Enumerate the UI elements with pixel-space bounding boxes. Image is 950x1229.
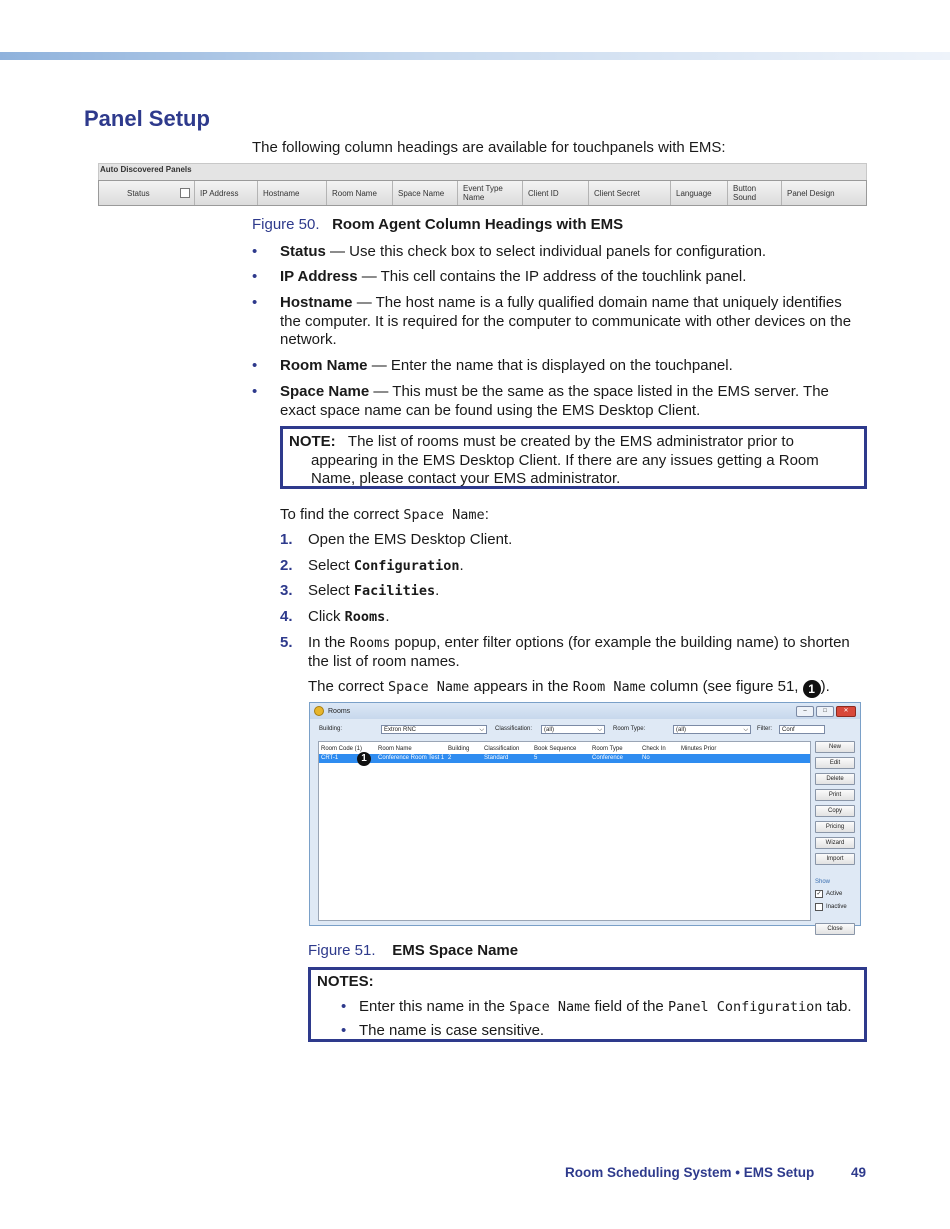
note-label: NOTE: [289,433,336,450]
page-title: Panel Setup [84,106,210,131]
step-4: 4. Click Rooms. [280,608,390,625]
callout-1-icon: 1 [803,680,821,698]
column-space-name: Space Name [393,181,458,205]
bullet-room-name: • Room Name — Enter the name that is displayed on the touchpanel. [252,357,733,374]
bullet-status: • Status — Use this check box to select individual panels for configuration. [252,243,767,260]
note-box [280,426,867,489]
notes-box [308,967,867,1042]
page-number: 49 [851,1165,867,1180]
maximize-icon[interactable]: □ [816,706,834,717]
bullet-ip-address: • IP Address — This cell contains the IP address of the touchlink panel. [252,268,747,285]
notes-item: • The name is case sensitive. [341,1022,545,1039]
app-icon [314,706,324,716]
wizard-button[interactable]: Wizard [815,837,855,849]
find-intro: To find the correct Space Name: [280,506,489,523]
delete-button[interactable]: Delete [815,773,855,785]
step-5: 5. In the Rooms popup, enter filter options (for example the building name) to shorten the list of room names. [280,634,850,670]
rooms-window-screenshot [309,702,861,932]
column-status: Status [99,181,195,205]
bullet-space-name: • Space Name — This must be the same as the space listed in the EMS server. The exact space name can be found using the EMS Desktop Client. [252,383,829,419]
step-3: 3. Select Facilities. [280,582,440,599]
edit-button[interactable]: Edit [815,757,855,769]
column-button-sound: Button Sound [728,181,782,205]
close-window-icon[interactable]: ✕ [836,706,856,717]
column-client-id: Client ID [523,181,589,205]
column-event-type-name: Event Type Name [458,181,523,205]
column-client-secret: Client Secret [589,181,671,205]
column-panel-design: Panel Design [787,188,835,198]
rooms-side-buttons [815,741,855,939]
inactive-checkbox[interactable]: Inactive [815,903,855,911]
figure-51-caption: Figure 51. EMS Space Name [308,942,519,959]
building-select[interactable]: Extron RNC ⌵ [381,725,487,734]
copy-button[interactable]: Copy [815,805,855,817]
column-hostname: Hostname [258,181,327,205]
footer-title: Room Scheduling System • EMS Setup [565,1165,815,1180]
table-row[interactable]: CRT-1 Conference Room Test 1 2 Standard 5 Conference Room No [319,754,810,763]
show-label: Show [815,879,831,885]
active-checkbox[interactable]: ✓ Active [816,891,843,897]
filter-input[interactable]: Conf [779,725,825,734]
figure-50-caption: Figure 50. Room Agent Column Headings with EMS [252,216,624,233]
step-2: 2. Select Configuration. [280,557,464,574]
rooms-grid-header: Room Code (1) Room Name Building Classification Book Sequence Room Type Check In Minutes Prior [321,746,717,752]
rooms-filters: Building: Extron RNC ⌵ Classification: (all) ⌵ Room Type: (all) ⌵ Filter: Conf [319,723,854,735]
header-gradient-bar [0,52,950,60]
notes-label: NOTES: [317,973,374,990]
bullet-hostname: • Hostname — The host name is a fully qualified domain name that uniquely identifies the computer. It is required for the computer to communicate with other devices on the network. [252,294,852,348]
table-caption: Auto Discovered Panels [98,163,867,180]
status-checkbox[interactable] [180,188,190,198]
notes-item: • Enter this name in the Space Name field of the Panel Configuration tab. [341,997,852,1015]
classification-select[interactable]: (all) ⌵ [541,725,605,734]
correct-space-name-line: The correct Space Name appears in the Room Name column (see figure 51, 1 ). [308,678,830,696]
intro-text: The following column headings are available for touchpanels with EMS: [252,139,726,156]
column-ip-address: IP Address [195,181,258,205]
room-type-select[interactable]: (all) ⌵ [673,725,751,734]
note-text: The list of rooms must be created by the EMS administrator prior to appearing in the EMS Desktop Client. If there are any issues getting a Room Name, please contact your EMS administrator. [311,433,819,487]
column-language: Language [671,181,728,205]
callout-1-icon: 1 [357,752,371,766]
column-room-name: Room Name [327,181,393,205]
close-button[interactable]: Close [815,923,855,935]
minimize-icon[interactable]: – [796,706,814,717]
panel-headings-table [98,163,867,204]
step-1: 1. Open the EMS Desktop Client. [280,531,513,548]
rooms-window-titlebar: Rooms – □ ✕ [310,703,860,719]
new-button[interactable]: New [815,741,855,753]
rooms-grid [318,741,811,921]
pricing-button[interactable]: Pricing [815,821,855,833]
print-button[interactable]: Print [815,789,855,801]
import-button[interactable]: Import [815,853,855,865]
